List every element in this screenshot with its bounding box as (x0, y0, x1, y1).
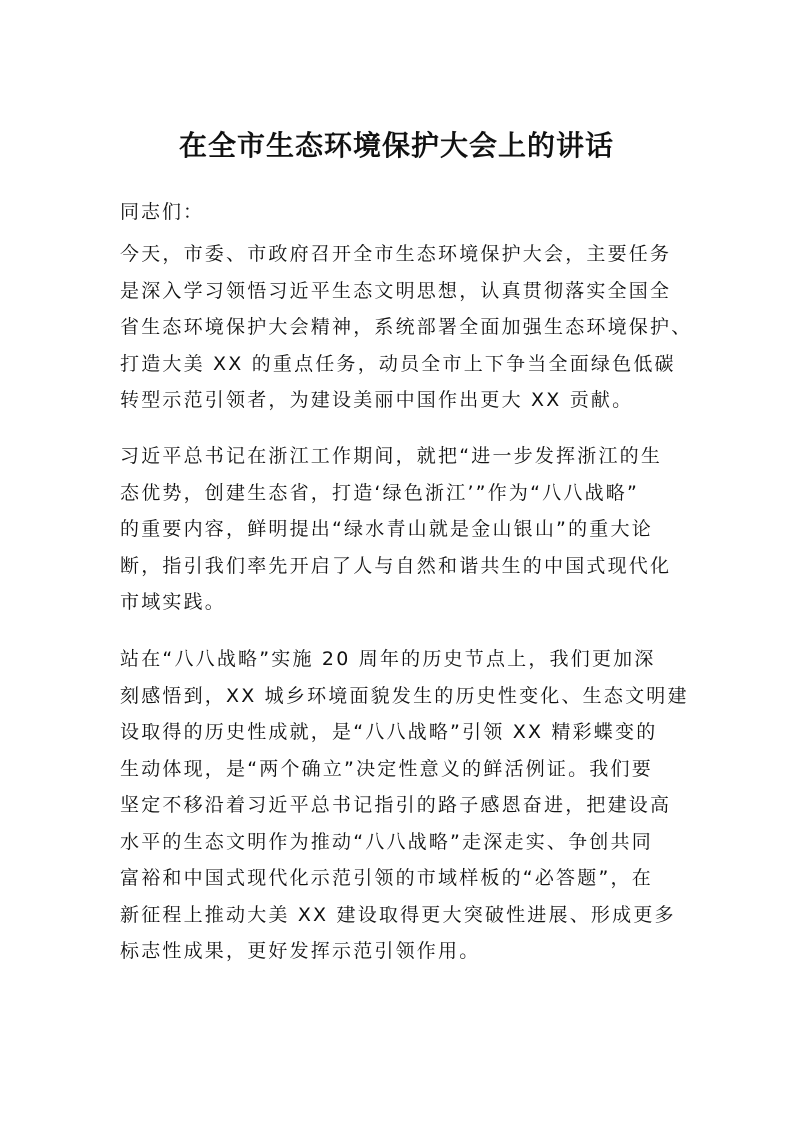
paragraph-line: 今天，市委、市政府召开全市生态环境保护大会，主要任务 (120, 243, 672, 265)
paragraph-line: 富裕和中国式现代化示范引领的市域样板的“必答题”，在 (120, 867, 653, 889)
paragraph-1 (120, 236, 700, 419)
paragraph-line: 水平的生态文明作为推动“八八战略”走深走实、争创共同 (120, 830, 653, 853)
paragraph-line: 新征程上推动大美 XX 建设取得更大突破性进展、形成更多 (120, 903, 676, 926)
paragraph-line: 标志性成果，更好发挥示范引领作用。 (120, 940, 481, 962)
paragraph-line: 坚定不移沿着习近平总书记指引的路子感恩奋进，把建设高 (120, 794, 672, 816)
paragraph-line: 市域实践。 (120, 591, 227, 613)
paragraph-line: 断，指引我们率先开启了人与自然和谐共生的中国式现代化 (120, 554, 672, 577)
paragraph-line: 站在“八八战略”实施 20 周年的历史节点上，我们更加深 (120, 648, 656, 670)
paragraph-line: 转型示范引领者，为建设美丽中国作出更大 XX 贡献。 (120, 389, 634, 411)
paragraph-line: 设取得的历史性成就，是“八八战略”引领 XX 精彩蝶变的 (120, 721, 658, 743)
paragraph-line: 习近平总书记在浙江工作期间，就把“进一步发挥浙江的生 (120, 445, 663, 467)
paragraph-line: 打造大美 XX 的重点任务，动员全市上下争当全面绿色低碳 (120, 352, 676, 375)
paragraph-line: 态优势，创建生态省，打造‘绿色浙江’”作为“八八战略” (120, 481, 640, 504)
paragraph-3 (120, 641, 700, 970)
page-title: 在全市生态环境保护大会上的讲话 (178, 129, 614, 162)
greeting: 同志们： (120, 201, 205, 223)
paragraph-2 (120, 438, 700, 621)
paragraph-line: 生动体现，是“两个确立”决定性意义的鲜活例证。我们要 (120, 757, 653, 780)
paragraph-line: 是深入学习领悟习近平生态文明思想，认真贯彻落实全国全 (120, 279, 672, 302)
paragraph-line: 省生态环境保护大会精神，系统部署全面加强生态环境保护、 (120, 316, 693, 338)
paragraph-line: 的重要内容，鲜明提出“绿水青山就是金山银山”的重大论 (120, 518, 653, 540)
paragraph-line: 刻感悟到，XX 城乡环境面貌发生的历史性变化、生态文明建 (120, 684, 689, 707)
